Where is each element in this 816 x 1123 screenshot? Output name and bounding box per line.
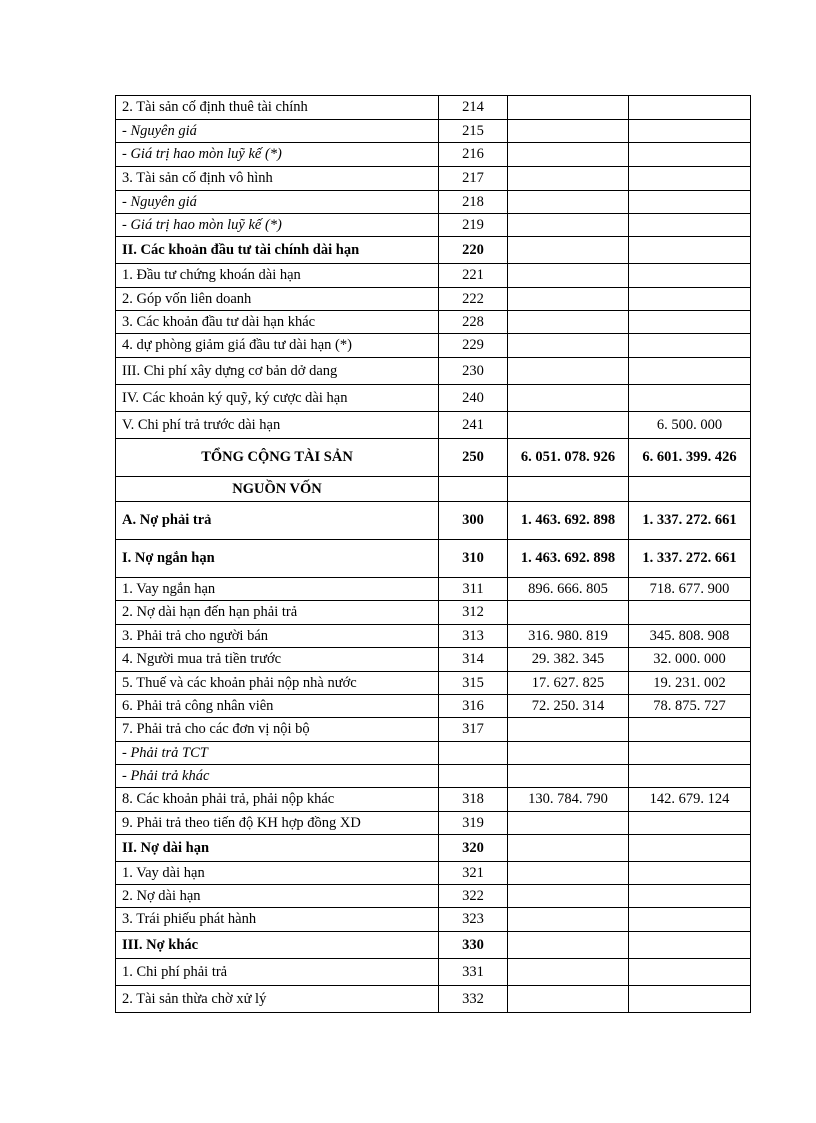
- item-code: 216: [439, 143, 508, 167]
- item-label: II. Các khoản đầu tư tài chính dài hạn: [116, 237, 439, 264]
- year-start-value: [508, 718, 629, 742]
- item-label: III. Nợ khác: [116, 932, 439, 959]
- table-row: [116, 237, 751, 264]
- item-label: IV. Các khoản ký quỹ, ký cược dài hạn: [116, 385, 439, 412]
- year-end-value: 78. 875. 727: [629, 695, 751, 718]
- year-start-value: [508, 288, 629, 311]
- table-row: [116, 672, 751, 695]
- item-label: 2. Nợ dài hạn đến hạn phải trả: [116, 601, 439, 625]
- item-code: 300: [439, 502, 508, 540]
- item-label: - Giá trị hao mòn luỹ kế (*): [116, 214, 439, 237]
- year-start-value: [508, 477, 629, 502]
- item-code: 218: [439, 191, 508, 214]
- year-start-value: [508, 237, 629, 264]
- table-row: [116, 214, 751, 237]
- year-start-value: [508, 264, 629, 288]
- item-code: 230: [439, 358, 508, 385]
- year-start-value: [508, 143, 629, 167]
- year-end-value: [629, 334, 751, 358]
- year-start-value: [508, 214, 629, 237]
- table-row: [116, 718, 751, 742]
- item-code: 318: [439, 788, 508, 812]
- year-end-value: 345. 808. 908: [629, 625, 751, 648]
- table-row: [116, 334, 751, 358]
- year-start-value: 29. 382. 345: [508, 648, 629, 672]
- year-end-value: 1. 337. 272. 661: [629, 502, 751, 540]
- table-row: [116, 540, 751, 578]
- item-label: - Nguyên giá: [116, 191, 439, 214]
- item-code: 316: [439, 695, 508, 718]
- item-code: 319: [439, 812, 508, 835]
- table-row: [116, 412, 751, 439]
- year-end-value: [629, 477, 751, 502]
- year-start-value: [508, 412, 629, 439]
- item-label: 4. dự phòng giảm giá đầu tư dài hạn (*): [116, 334, 439, 358]
- table-row: [116, 932, 751, 959]
- table-row: [116, 648, 751, 672]
- year-end-value: [629, 601, 751, 625]
- item-label: 4. Người mua trả tiền trước: [116, 648, 439, 672]
- year-end-value: [629, 959, 751, 986]
- item-label: I. Nợ ngắn hạn: [116, 540, 439, 578]
- item-label: TỔNG CỘNG TÀI SẢN: [116, 439, 439, 477]
- item-code: 215: [439, 120, 508, 143]
- item-code: 217: [439, 167, 508, 191]
- table-body: [116, 96, 751, 1013]
- year-end-value: 142. 679. 124: [629, 788, 751, 812]
- year-end-value: [629, 885, 751, 908]
- table-row: [116, 742, 751, 765]
- balance-sheet-table: [115, 95, 751, 1013]
- item-label: 3. Các khoản đầu tư dài hạn khác: [116, 311, 439, 334]
- year-start-value: [508, 96, 629, 120]
- year-end-value: [629, 385, 751, 412]
- year-start-value: [508, 908, 629, 932]
- year-start-value: [508, 765, 629, 788]
- table-row: [116, 358, 751, 385]
- item-code: 314: [439, 648, 508, 672]
- year-end-value: [629, 191, 751, 214]
- item-code: [439, 477, 508, 502]
- year-end-value: 1. 337. 272. 661: [629, 540, 751, 578]
- year-end-value: [629, 96, 751, 120]
- year-end-value: 6. 601. 399. 426: [629, 439, 751, 477]
- table-row: [116, 502, 751, 540]
- item-label: 2. Tài sản cố định thuê tài chính: [116, 96, 439, 120]
- table-row: [116, 264, 751, 288]
- year-end-value: [629, 765, 751, 788]
- item-code: [439, 765, 508, 788]
- year-end-value: [629, 742, 751, 765]
- table-row: [116, 311, 751, 334]
- table-row: [116, 601, 751, 625]
- year-end-value: [629, 812, 751, 835]
- year-start-value: [508, 385, 629, 412]
- item-label: 3. Trái phiếu phát hành: [116, 908, 439, 932]
- item-label: NGUỒN VỐN: [116, 477, 439, 502]
- year-start-value: [508, 862, 629, 885]
- item-label: - Nguyên giá: [116, 120, 439, 143]
- item-code: 219: [439, 214, 508, 237]
- year-start-value: [508, 601, 629, 625]
- year-start-value: [508, 959, 629, 986]
- item-code: 214: [439, 96, 508, 120]
- table-row: [116, 439, 751, 477]
- table-row: [116, 835, 751, 862]
- item-code: 250: [439, 439, 508, 477]
- item-label: 9. Phải trả theo tiến độ KH hợp đồng XD: [116, 812, 439, 835]
- year-start-value: 6. 051. 078. 926: [508, 439, 629, 477]
- balance-sheet: [115, 95, 736, 1013]
- item-code: 330: [439, 932, 508, 959]
- year-start-value: 1. 463. 692. 898: [508, 502, 629, 540]
- year-end-value: [629, 932, 751, 959]
- item-label: 2. Tài sản thừa chờ xử lý: [116, 986, 439, 1013]
- year-start-value: [508, 835, 629, 862]
- year-end-value: 6. 500. 000: [629, 412, 751, 439]
- year-start-value: [508, 311, 629, 334]
- year-start-value: 72. 250. 314: [508, 695, 629, 718]
- table-row: [116, 191, 751, 214]
- item-code: 332: [439, 986, 508, 1013]
- item-label: 8. Các khoản phải trả, phải nộp khác: [116, 788, 439, 812]
- item-code: 320: [439, 835, 508, 862]
- item-label: 1. Đầu tư chứng khoán dài hạn: [116, 264, 439, 288]
- table-row: [116, 765, 751, 788]
- table-row: [116, 385, 751, 412]
- table-row: [116, 986, 751, 1013]
- table-row: [116, 625, 751, 648]
- year-start-value: 130. 784. 790: [508, 788, 629, 812]
- table-row: [116, 885, 751, 908]
- year-end-value: 718. 677. 900: [629, 578, 751, 601]
- year-end-value: [629, 311, 751, 334]
- year-end-value: [629, 835, 751, 862]
- year-end-value: [629, 288, 751, 311]
- year-start-value: [508, 167, 629, 191]
- item-label: 1. Vay ngắn hạn: [116, 578, 439, 601]
- item-label: V. Chi phí trả trước dài hạn: [116, 412, 439, 439]
- item-label: 3. Phải trả cho người bán: [116, 625, 439, 648]
- item-label: II. Nợ dài hạn: [116, 835, 439, 862]
- item-label: 3. Tài sản cố định vô hình: [116, 167, 439, 191]
- year-start-value: [508, 932, 629, 959]
- item-label: 2. Góp vốn liên doanh: [116, 288, 439, 311]
- table-row: [116, 788, 751, 812]
- year-start-value: [508, 358, 629, 385]
- year-end-value: [629, 358, 751, 385]
- item-code: 331: [439, 959, 508, 986]
- item-label: - Phải trả TCT: [116, 742, 439, 765]
- item-code: 229: [439, 334, 508, 358]
- item-label: 1. Chi phí phải trả: [116, 959, 439, 986]
- table-row: [116, 812, 751, 835]
- year-end-value: [629, 143, 751, 167]
- table-row: [116, 288, 751, 311]
- table-row: [116, 695, 751, 718]
- item-code: 312: [439, 601, 508, 625]
- table-row: [116, 96, 751, 120]
- item-code: 220: [439, 237, 508, 264]
- year-end-value: [629, 167, 751, 191]
- item-code: 310: [439, 540, 508, 578]
- item-label: 5. Thuế và các khoản phải nộp nhà nước: [116, 672, 439, 695]
- item-label: 7. Phải trả cho các đơn vị nội bộ: [116, 718, 439, 742]
- item-code: 317: [439, 718, 508, 742]
- year-start-value: 17. 627. 825: [508, 672, 629, 695]
- table-row: [116, 143, 751, 167]
- item-code: 240: [439, 385, 508, 412]
- year-start-value: [508, 120, 629, 143]
- year-end-value: [629, 718, 751, 742]
- table-row: [116, 477, 751, 502]
- year-end-value: [629, 862, 751, 885]
- item-code: 222: [439, 288, 508, 311]
- year-start-value: 316. 980. 819: [508, 625, 629, 648]
- table-row: [116, 862, 751, 885]
- year-end-value: [629, 237, 751, 264]
- item-code: [439, 742, 508, 765]
- year-end-value: 19. 231. 002: [629, 672, 751, 695]
- year-start-value: [508, 191, 629, 214]
- year-start-value: [508, 742, 629, 765]
- item-code: 311: [439, 578, 508, 601]
- item-code: 315: [439, 672, 508, 695]
- year-end-value: [629, 120, 751, 143]
- table-row: [116, 908, 751, 932]
- table-row: [116, 120, 751, 143]
- year-end-value: [629, 214, 751, 237]
- item-label: III. Chi phí xây dựng cơ bản dở dang: [116, 358, 439, 385]
- table-row: [116, 959, 751, 986]
- item-code: 241: [439, 412, 508, 439]
- year-end-value: [629, 264, 751, 288]
- year-start-value: [508, 334, 629, 358]
- year-start-value: 1. 463. 692. 898: [508, 540, 629, 578]
- item-label: - Giá trị hao mòn luỹ kế (*): [116, 143, 439, 167]
- item-code: 228: [439, 311, 508, 334]
- year-start-value: [508, 812, 629, 835]
- item-code: 323: [439, 908, 508, 932]
- item-code: 313: [439, 625, 508, 648]
- item-code: 321: [439, 862, 508, 885]
- item-label: - Phải trả khác: [116, 765, 439, 788]
- table-row: [116, 167, 751, 191]
- table-row: [116, 578, 751, 601]
- year-end-value: [629, 986, 751, 1013]
- year-start-value: [508, 885, 629, 908]
- item-label: A. Nợ phải trả: [116, 502, 439, 540]
- year-end-value: [629, 908, 751, 932]
- item-code: 322: [439, 885, 508, 908]
- item-label: 2. Nợ dài hạn: [116, 885, 439, 908]
- year-start-value: [508, 986, 629, 1013]
- year-end-value: 32. 000. 000: [629, 648, 751, 672]
- item-label: 1. Vay dài hạn: [116, 862, 439, 885]
- year-start-value: 896. 666. 805: [508, 578, 629, 601]
- item-label: 6. Phải trả công nhân viên: [116, 695, 439, 718]
- item-code: 221: [439, 264, 508, 288]
